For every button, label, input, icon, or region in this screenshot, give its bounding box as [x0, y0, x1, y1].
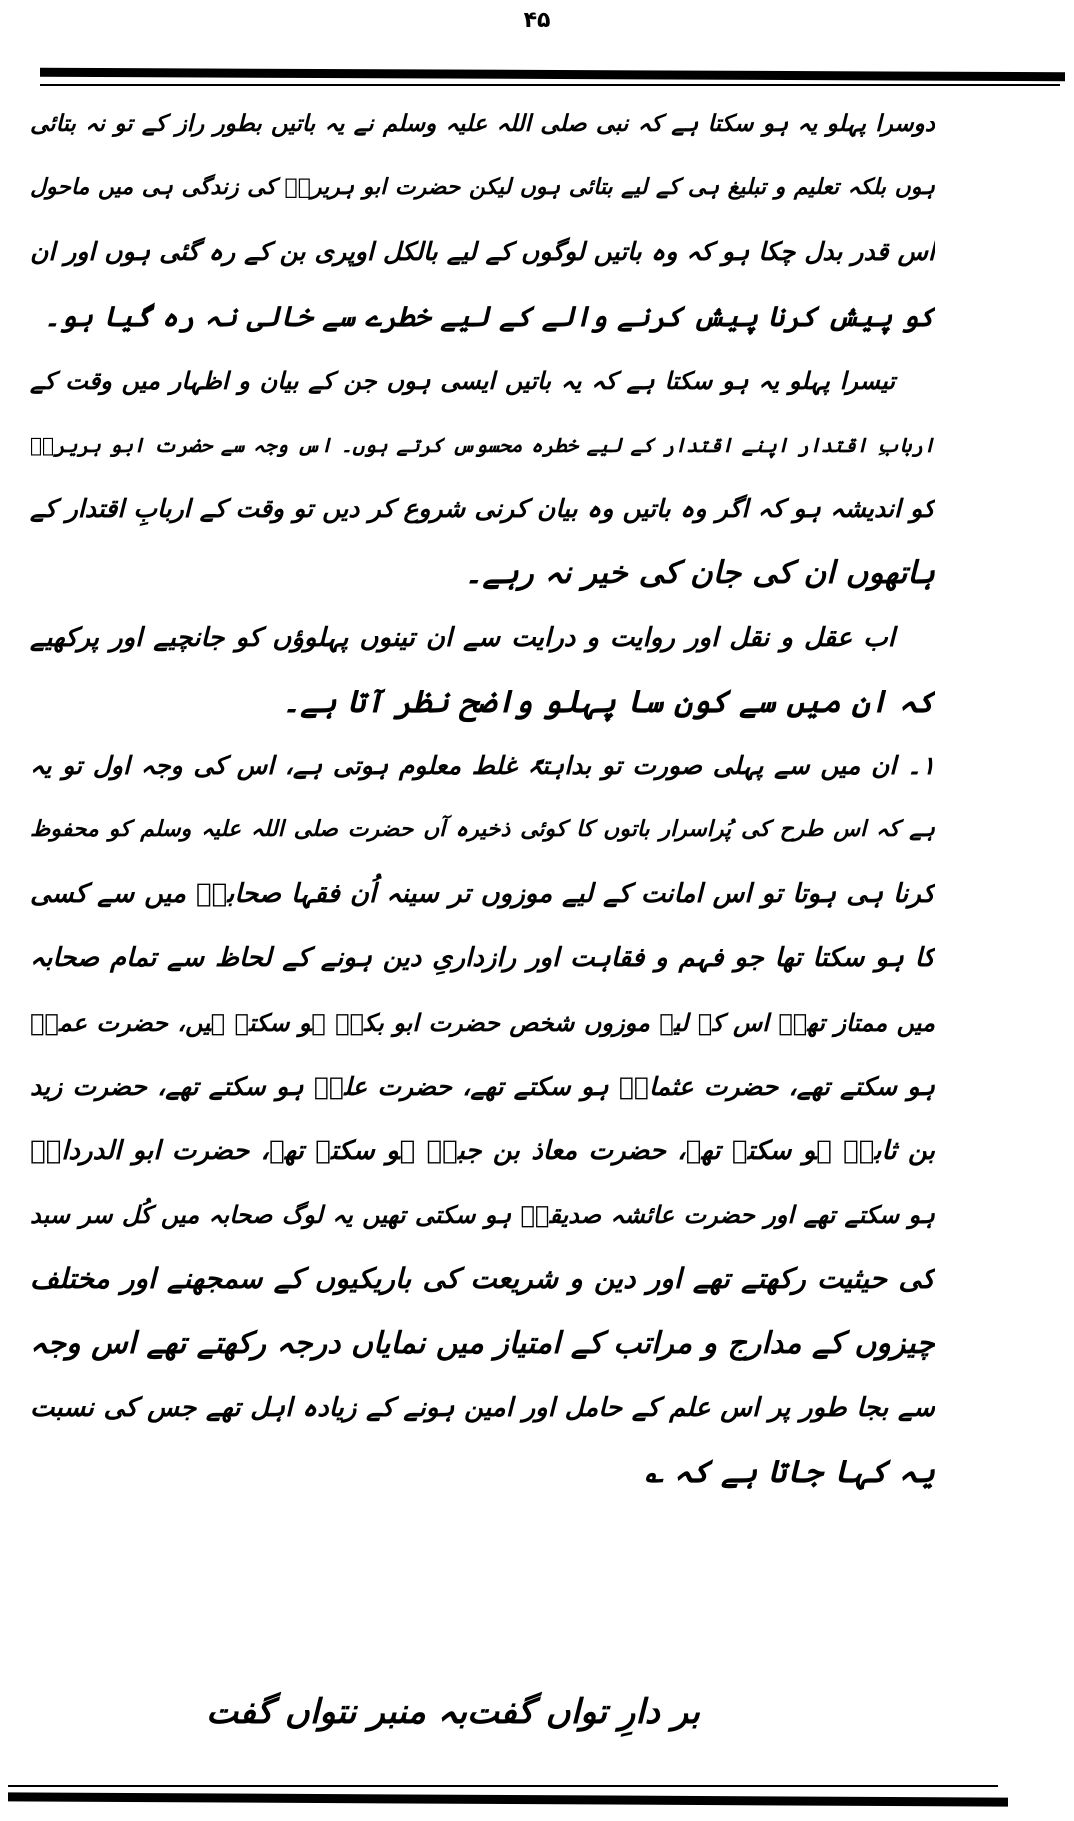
footer-rule-thin — [8, 1785, 998, 1787]
text-line: ہو سکتے تھے اور حضرت عائشہ صدیقہؓ ہو سکتی تھیں یہ لوگ صحابہ میں کُل سر سبد — [30, 1201, 935, 1230]
text-line: بن ثابتؓ ہو سکتے تھے، حضرت معاذ بن جبلؓ ہو سکتے تھے، حضرت ابو الدرداءؓ — [30, 1136, 935, 1166]
text-line: تیسرا پہلو یہ ہو سکتا ہے کہ یہ باتیں ایسی ہوں جن کے بیان و اظہار میں وقت کے — [30, 366, 895, 395]
header-rule-thick — [40, 68, 1065, 81]
text-line: کہ ان میں سے کون سا پہلو واضح نظر آتا ہے۔ — [282, 683, 935, 720]
text-line: دوسرا پہلو یہ ہو سکتا ہے کہ نبی صلی اللہ علیہ وسلم نے یہ باتیں بطور راز کے تو نہ بتائی — [30, 111, 935, 137]
text-line: میں ممتاز تھے۔ اس کے لیے موزوں شخص حضرت ابو بکرؓ ہو سکتے ہیں، حضرت عمرؓ — [30, 1008, 935, 1037]
text-line: ہوں بلکہ تعلیم و تبلیغ ہی کے لیے بتائی ہوں لیکن حضرت ابو ہریرہؓ کی زندگی ہی میں ماحول — [30, 175, 935, 201]
text-line: کا ہو سکتا تھا جو فہم و فقاہت اور رازداریِ دین ہونے کے لحاظ سے تمام صحابہ — [30, 943, 935, 974]
text-line: کرنا ہی ہوتا تو اس امانت کے لیے موزوں تر سینہ اُن فقہا صحابہؓ میں سے کسی — [30, 879, 935, 910]
text-line: کو اندیشہ ہو کہ اگر وہ باتیں وہ بیان کرنی شروع کر دیں تو وقت کے اربابِ اقتدار کے — [30, 494, 935, 524]
verse-couplet — [206, 1680, 700, 1744]
text-line: کو پیش کرنا پیش کرنے والے کے لیے خطرے سے خالی نہ رہ گیا ہو۔ — [43, 299, 935, 333]
text-line: کی حیثیت رکھتے تھے اور دین و شریعت کی باریکیوں کے سمجھنے اور مختلف — [30, 1262, 935, 1296]
text-line: ہو سکتے تھے، حضرت عثمانؓ ہو سکتے تھے، حضرت علیؓ ہو سکتے تھے، حضرت زید — [30, 1071, 935, 1101]
text-line: ۱۔ ان میں سے پہلی صورت تو بداہتہً غلط معلوم ہوتی ہے، اس کی وجہ اول تو یہ — [30, 750, 935, 780]
text-line: یہ کہا جاتا ہے کہ ؎ — [644, 1453, 935, 1490]
text-line: چیزوں کے مدارج و مراتب کے امتیاز میں نمایاں درجہ رکھتے تھے اس وجہ — [30, 1325, 935, 1361]
text-line: سے بجا طور پر اس علم کے حامل اور امین ہونے کے زیادہ اہل تھے جس کی نسبت — [30, 1392, 935, 1423]
text-line: اب عقل و نقل اور روایت و درایت سے ان تینوں پہلوؤں کو جانچیے اور پرکھیے — [30, 622, 895, 653]
text-line: ہے کہ اس طرح کی پُراسرار باتوں کا کوئی ذخیرہ آں حضرت صلی اللہ علیہ وسلم کو محفوظ — [30, 817, 935, 843]
text-line: اربابِ اقتدار اپنے اقتدار کے لیے خطرہ محسوس کرتے ہوں۔ اس وجہ سے حضرت ابو ہریرہؓ — [30, 432, 935, 457]
text-line: اس قدر بدل چکا ہو کہ وہ باتیں لوگوں کے لیے بالکل اوپری بن کے رہ گئی ہوں اور ان — [30, 237, 935, 267]
verse-hemistich-1: بر دارِ تواں گفت — [467, 1692, 700, 1732]
header-rule-thin — [40, 84, 1060, 86]
footer-rule-thick — [8, 1792, 1008, 1806]
page-number: ۴۵ — [523, 8, 551, 33]
text-line: ہاتھوں ان کی جان کی خیر نہ رہے۔ — [464, 555, 935, 592]
verse-hemistich-2: بہ منبر نتواں گفت — [206, 1692, 468, 1732]
body-text — [30, 92, 935, 1504]
